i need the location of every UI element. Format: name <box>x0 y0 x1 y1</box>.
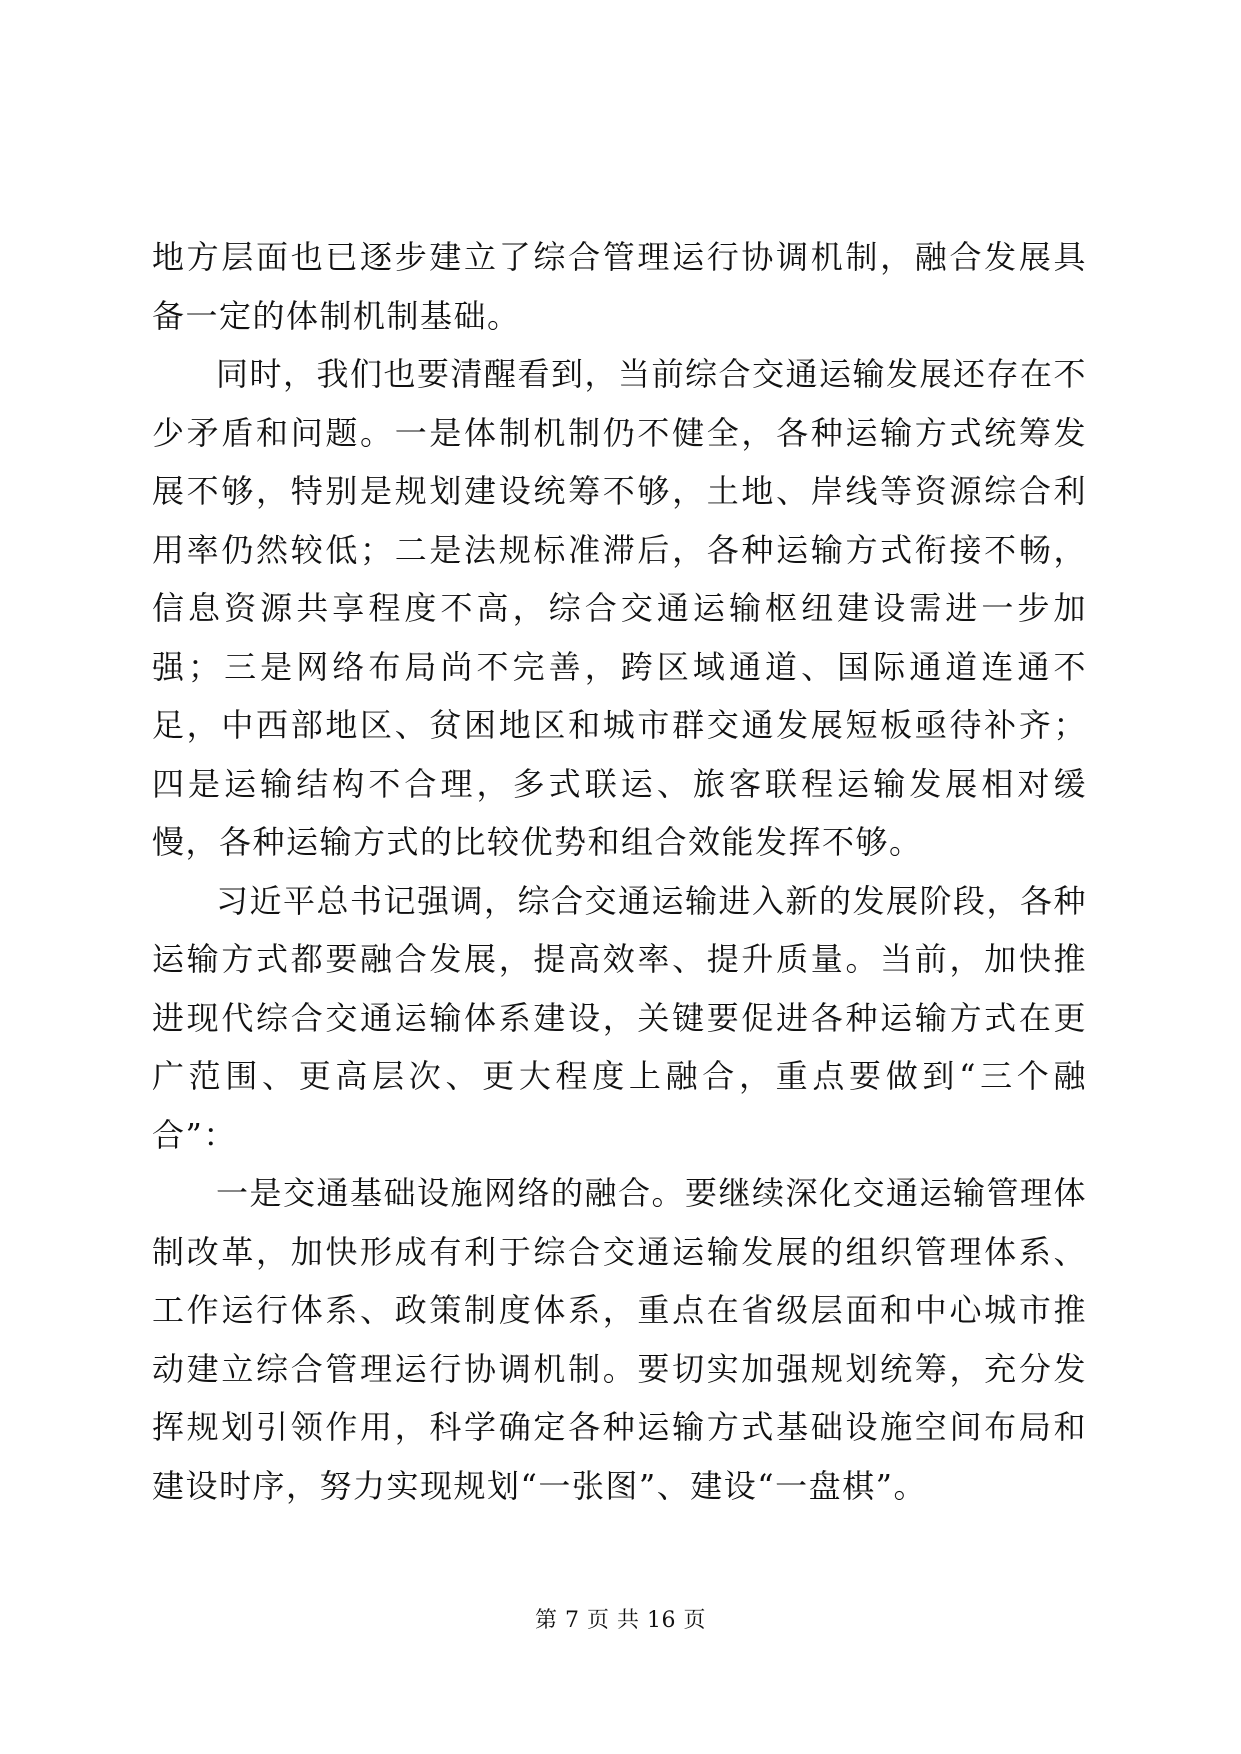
paragraph-infrastructure-fusion: 一是交通基础设施网络的融合。要继续深化交通运输管理体制改革，加快形成有利于综合交通运输发展的组织管理体系、工作运行体系、政策制度体系，重点在省级层面和中心城市推动建立综合管理运行协调机制。要切实加强规划统筹，充分发挥规划引领作用，科学确定各种运输方式基础设施空间布局和建设时序，努力实现规划“一张图”、建设“一盘棋”。 <box>152 1174 1088 1505</box>
paragraph-continued: 地方层面也已逐步建立了综合管理运行协调机制，融合发展具备一定的体制机制基础。 <box>152 238 1087 335</box>
paragraph-problems: 同时，我们也要清醒看到，当前综合交通运输发展还存在不少矛盾和问题。一是体制机制仍不健全，各种运输方式统筹发展不够，特别是规划建设统筹不够，土地、岸线等资源综合利用率仍然较低；二是法规标准滞后，各种运输方式衔接不畅，信息资源共享程度不高，综合交通运输枢纽建设需进一步加强；三是网络布局尚不完善，跨区域通道、国际通道连通不足，中西部地区、贫困地区和城市群交通发展短板亟待补齐；四是运输结构不合理，多式联运、旅客联程运输发展相对缓慢，各种运输方式的比较优势和组合效能发挥不够。 <box>152 355 1088 861</box>
document-body <box>152 228 1087 1515</box>
paragraph-emphasis: 习近平总书记强调，综合交通运输进入新的发展阶段，各种运输方式都要融合发展，提高效率、提升质量。当前，加快推进现代综合交通运输体系建设，关键要促进各种运输方式在更广范围、更高层次、更大程度上融合，重点要做到“三个融合”： <box>152 881 1088 1154</box>
page-number-footer: 第 7 页 共 16 页 <box>535 1608 706 1633</box>
